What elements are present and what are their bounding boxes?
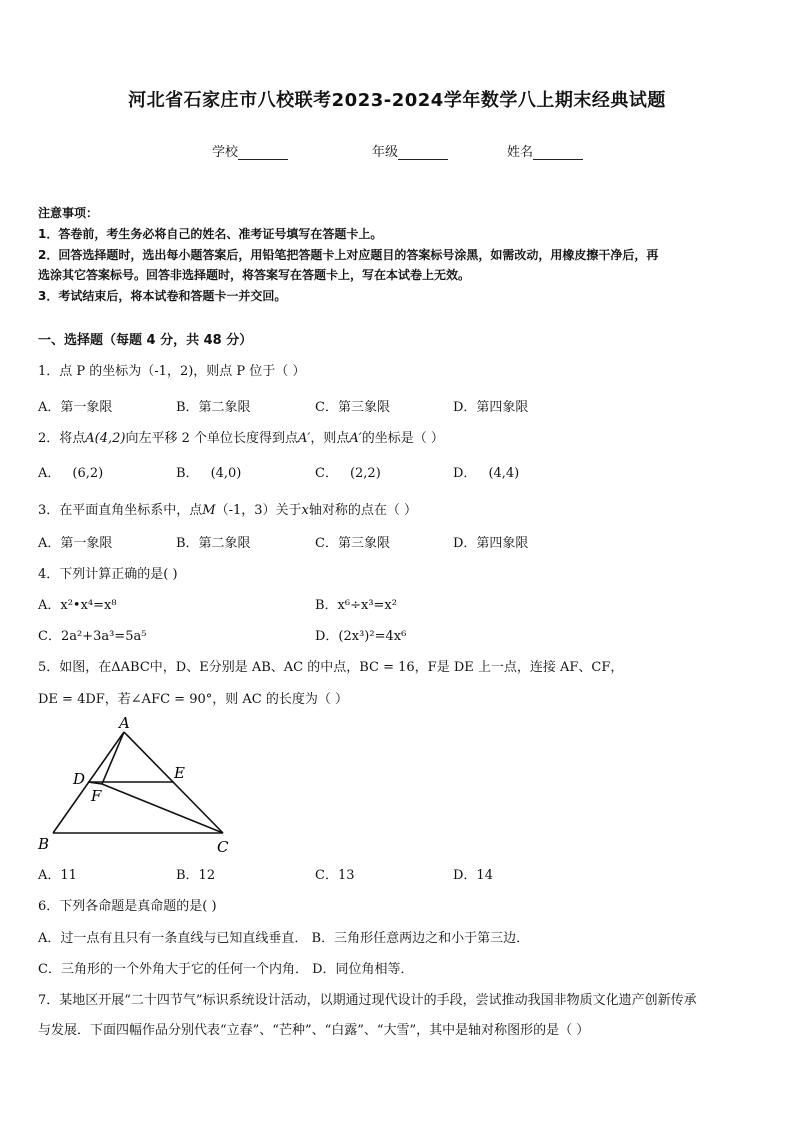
grade-blank	[398, 146, 448, 160]
q2-option-d-value: (4,4)	[488, 466, 520, 481]
q2-option-d	[453, 462, 519, 481]
q2-stem-part-a: 2．将点	[38, 431, 86, 446]
q2-option-a-value: (6,2)	[72, 466, 104, 481]
label-d: D	[73, 770, 86, 788]
label-c: C	[217, 838, 229, 856]
q4-option-b: B．x⁶÷x³=x²	[315, 598, 397, 613]
q1-option-c: C．第三象限	[315, 400, 390, 415]
q2-point-a: A(4,2)	[85, 431, 126, 446]
name-blank	[533, 146, 583, 160]
school-blank	[238, 146, 288, 160]
triangle-figure	[30, 712, 250, 857]
grade-field	[372, 141, 448, 160]
question-5-line-1: 5．如图，在ΔABC中，D、E分别是 AB、AC 的中点，BC = 16，F是 DE 上一点，连接 AF、CF，	[38, 660, 624, 675]
label-a: A	[119, 714, 130, 732]
q2-option-d-letter: D．	[453, 466, 477, 481]
notes-item-2: 2．回答选择题时，选出每小题答案后，用铅笔把答题卡上对应题目的答案标号涂黑，如需改动，用橡皮擦干净后，再	[38, 248, 659, 262]
q3-point-m: M	[202, 503, 216, 518]
q2-stem-part-c: ，则点	[310, 431, 350, 446]
q3-stem-part-b: （-1，3）关于	[215, 503, 302, 518]
question-7-line-1: 7．某地区开展“二十四节气”标识系统设计活动，以期通过现代设计的手段，尝试推动我国非物质文化遗产创新传承	[38, 993, 697, 1008]
q2-option-b-letter: B．	[176, 466, 199, 481]
notes-item-2-cont: 选涂其它答案标号。回答非选择题时，将答案写在答题卡上，写在本试卷上无效。	[38, 268, 471, 282]
grade-label: 年级	[372, 145, 399, 160]
q5-option-c: C．13	[315, 868, 355, 883]
q2-option-c-value: (2,2)	[349, 466, 381, 481]
q2-stem-part-b: 向左平移 2 个单位长度得到点	[125, 431, 299, 446]
q2-stem-part-d: 的坐标是（ ）	[361, 431, 444, 446]
q4-option-c: C．2a²+3a³=5a⁵	[38, 629, 147, 644]
question-4-stem: 4．下列计算正确的是( )	[38, 567, 178, 582]
q2-option-a	[38, 462, 103, 481]
q3-option-d: D．第四象限	[453, 536, 529, 551]
q5-option-b: B．12	[176, 868, 216, 883]
q1-option-d: D．第四象限	[453, 400, 529, 415]
q5-option-a: A．11	[38, 868, 77, 883]
label-e: E	[174, 764, 185, 782]
question-2-stem	[38, 427, 444, 446]
q3-option-c: C．第三象限	[315, 536, 390, 551]
question-7-line-2: 与发展．下面四幅作品分别代表“立春”、“芒种”、“白露”、“大雪”，其中是轴对称图形的是（ ）	[38, 1023, 590, 1038]
q4-option-a: A．x²•x⁴=x⁸	[38, 598, 117, 613]
q1-option-b: B．第二象限	[176, 400, 251, 415]
label-b: B	[38, 835, 50, 853]
label-f: F	[91, 787, 102, 805]
q5-option-d: D．14	[453, 868, 493, 883]
q2-option-c	[315, 462, 381, 481]
name-label: 姓名	[507, 145, 534, 160]
notes-item-1: 1．答卷前，考生务必将自己的姓名、准考证号填写在答题卡上。	[38, 227, 383, 241]
question-5-line-2: DE = 4DF，若∠AFC = 90°，则 AC 的长度为（ ）	[38, 692, 348, 707]
q2-option-c-letter: C．	[315, 466, 338, 481]
q1-option-a: A．第一象限	[38, 400, 113, 415]
q6-options-line-1: A．过一点有且只有一条直线与已知直线垂直． B．三角形任意两边之和小于第三边．	[38, 931, 530, 946]
notes-header: 注意事项：	[38, 206, 99, 220]
question-3-stem	[38, 499, 417, 518]
q2-option-b	[176, 462, 241, 481]
q4-option-d: D．(2x³)²=4x⁶	[315, 629, 407, 644]
q3-stem-part-c: 轴对称的点在（ ）	[308, 503, 418, 518]
segment-cf	[102, 784, 223, 833]
question-1-stem: 1．点 P 的坐标为（-1，2)，则点 P 位于（ ）	[38, 364, 306, 379]
q2-point-a-prime: A′	[298, 431, 311, 446]
q3-stem-part-a: 3．在平面直角坐标系中，点	[38, 503, 203, 518]
notes-item-3: 3．考试结束后，将本试卷和答题卡一并交回。	[38, 289, 287, 303]
q2-point-a-prime-2: A′	[349, 431, 362, 446]
q3-option-a: A．第一象限	[38, 536, 113, 551]
section-heading: 一、选择题（每题 4 分，共 48 分）	[38, 333, 253, 348]
page-title: 河北省石家庄市八校联考2023-2024学年数学八上期末经典试题	[128, 90, 666, 111]
school-field	[212, 141, 288, 160]
q3-option-b: B．第二象限	[176, 536, 251, 551]
q6-options-line-2: C．三角形的一个外角大于它的任何一个内角． D．同位角相等．	[38, 962, 414, 977]
school-label: 学校	[212, 145, 239, 160]
q2-option-a-letter: A．	[38, 466, 61, 481]
question-6-stem: 6．下列各命题是真命题的是( )	[38, 899, 217, 914]
q2-option-b-value: (4,0)	[210, 466, 242, 481]
q3-axis: x	[301, 503, 309, 518]
name-field	[507, 141, 583, 160]
